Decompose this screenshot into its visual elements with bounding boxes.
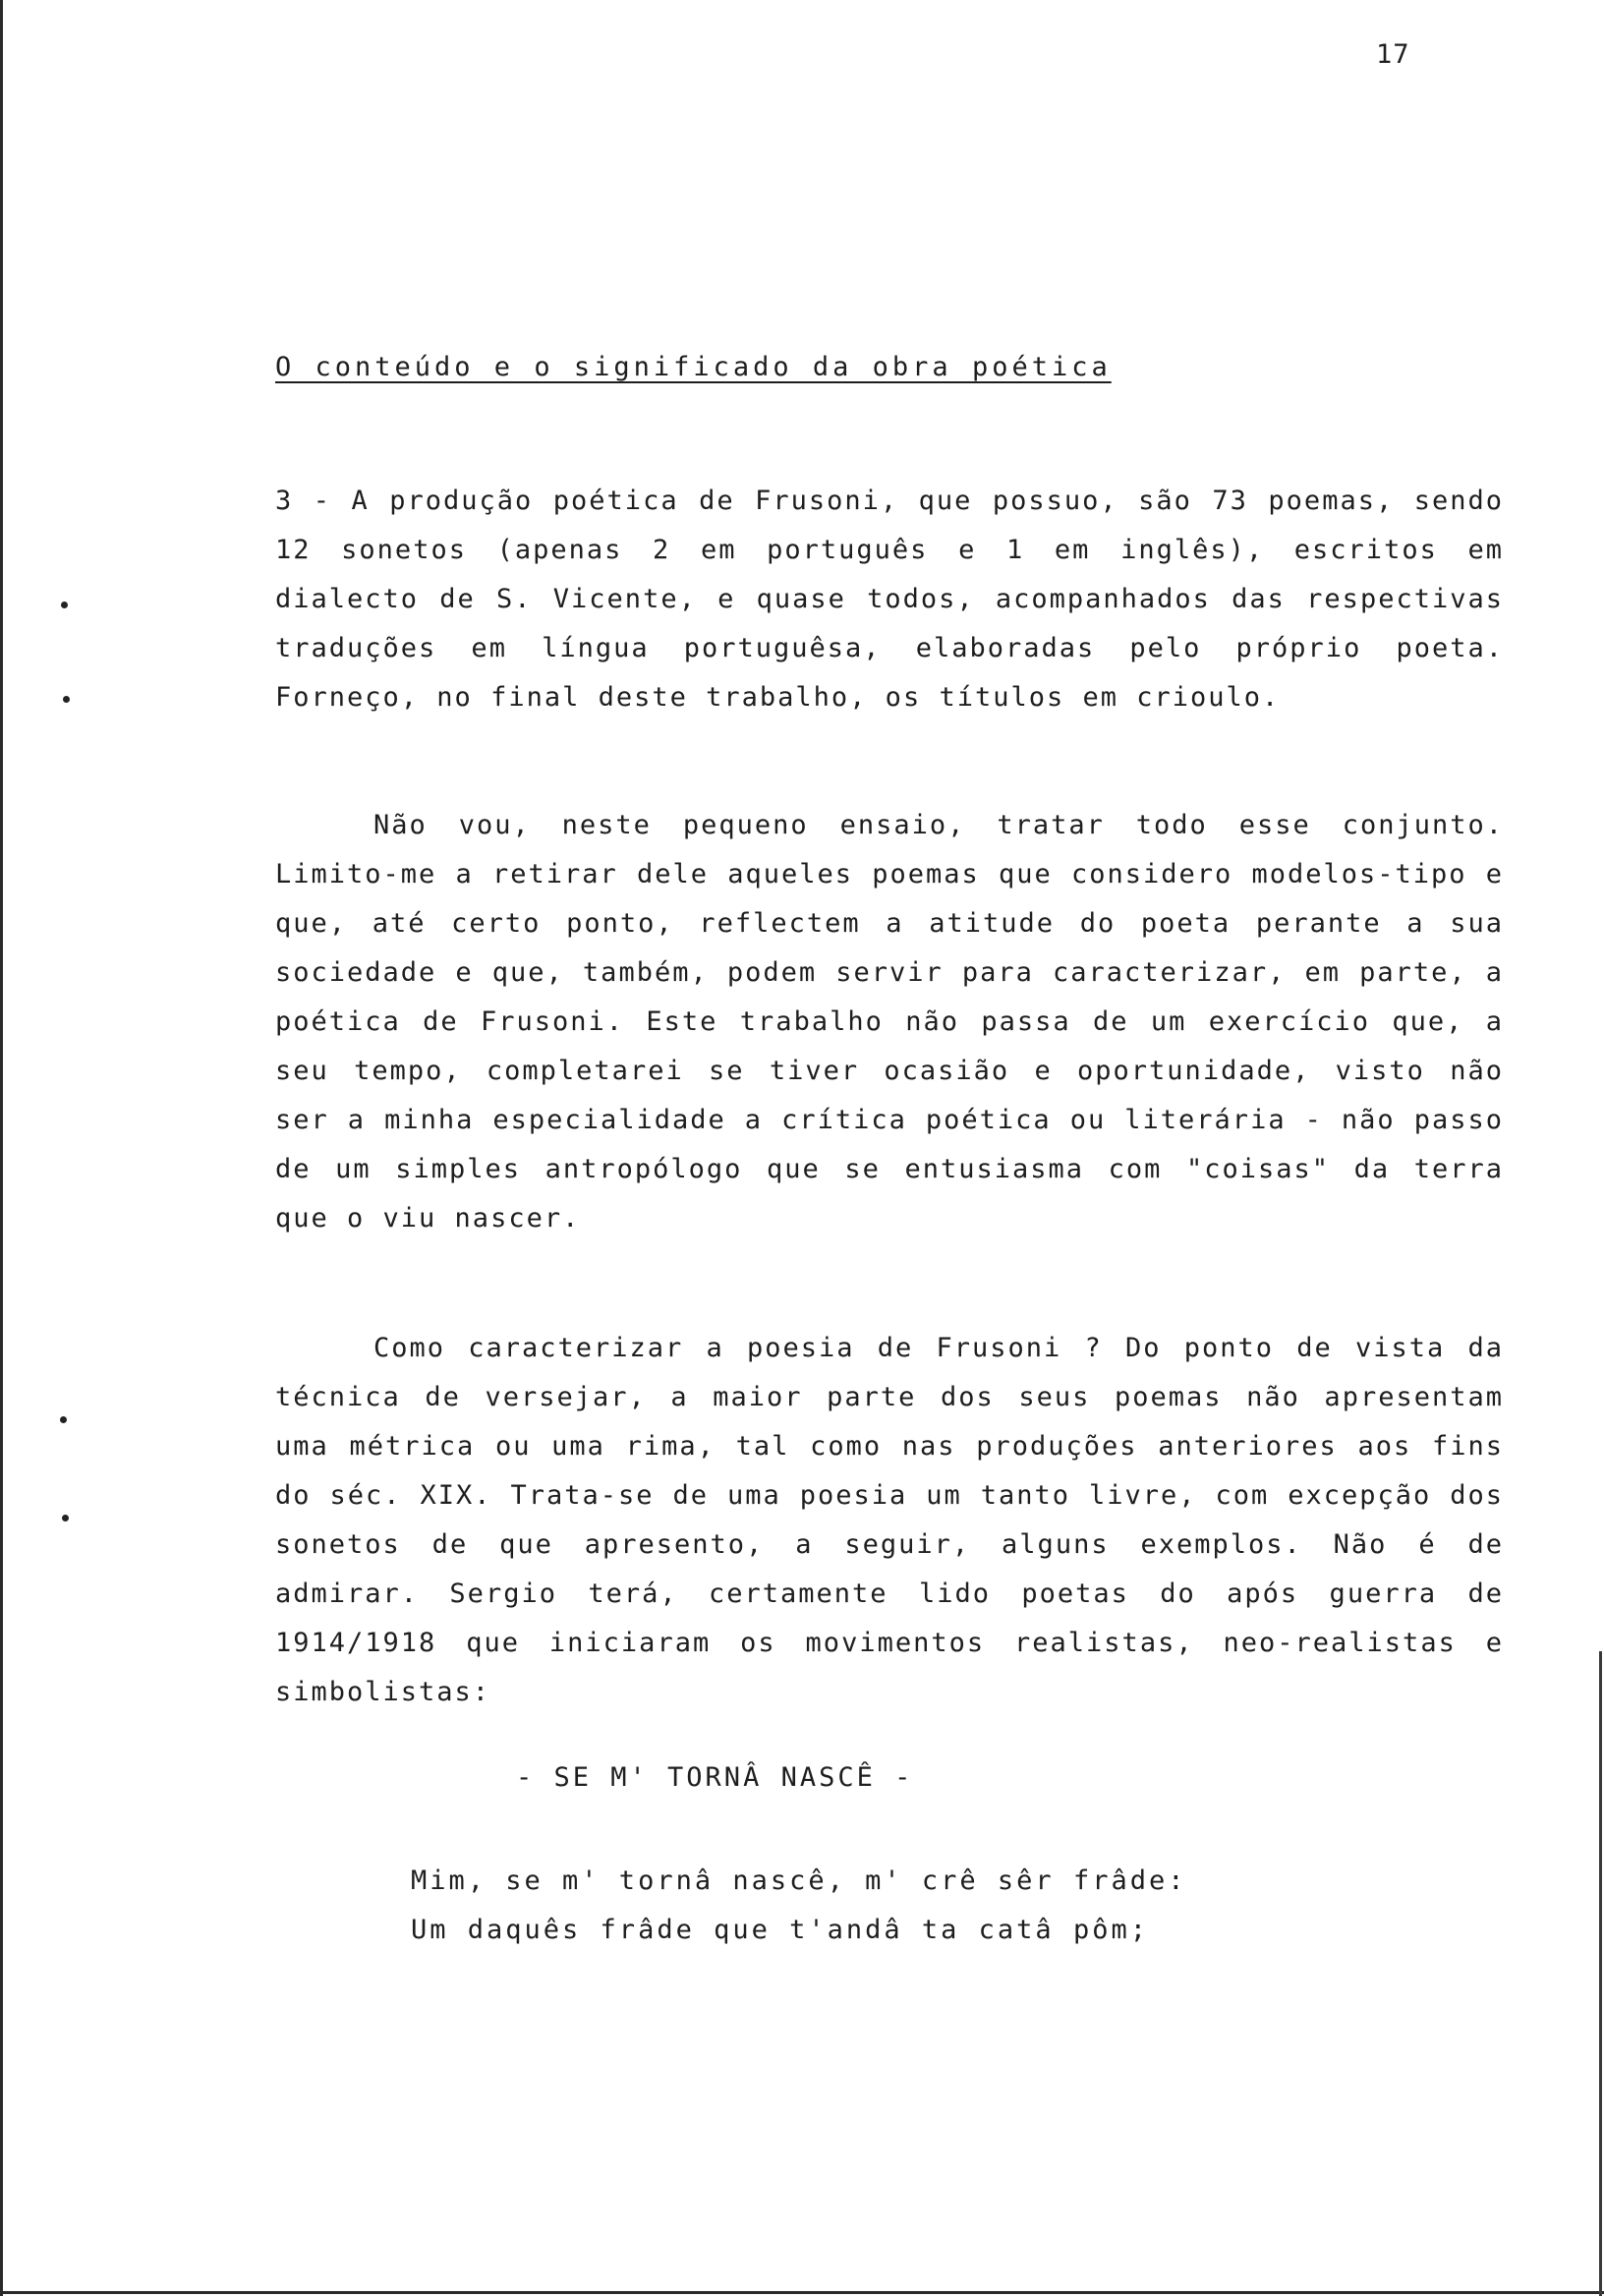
scan-speck	[63, 696, 70, 703]
page-number: 17	[1376, 39, 1410, 70]
scan-left-edge	[0, 0, 3, 2296]
scan-speck	[62, 1515, 69, 1521]
scan-speck	[60, 1416, 67, 1423]
scan-speck	[61, 602, 68, 608]
poem-verse: Mim, se m' tornâ nascê, m' crê sêr frâde:	[411, 1866, 1187, 1896]
poem-verse: Um daquês frâde que t'andâ ta catâ pôm;	[411, 1915, 1149, 1945]
section-heading: O conteúdo e o significado da obra poética	[275, 352, 1112, 382]
scan-right-edge	[1599, 1651, 1602, 2296]
paragraph-2: Não vou, neste pequeno ensaio, tratar todo esse conjunto. Limito-me a retirar dele aqueles poemas que considero modelos-tipo e que, até certo ponto, reflectem a atitude do poeta perante a sua sociedade e que, também, podem servir para caracterizar, em parte, a poética de Frusoni. Este trabalho não passa de um exercício que, a seu tempo, completarei se tiver ocasião e oportunidade, visto não ser a minha especialidade a crítica poética ou literária - não passo de um simples antropólogo que se entusiasma com "coisas" da terra que o viu nascer.	[275, 810, 1504, 1234]
scan-bottom-edge	[0, 2291, 1604, 2294]
paragraph-1: 3 - A produção poética de Frusoni, que possuo, são 73 poemas, sendo 12 sonetos (apenas 2 em português e 1 em inglês), escritos em dialecto de S. Vicente, e quase todos, acompanhados das respectivas traduções em língua portuguêsa, elaboradas pelo próprio poeta. Forneço, no final deste trabalho, os títulos em crioulo.	[275, 486, 1504, 713]
poem-title: - SE M' TORNÂ NASCÊ -	[516, 1762, 914, 1793]
paragraph-3: Como caracterizar a poesia de Frusoni ? Do ponto de vista da técnica de versejar, a maior parte dos seus poemas não apresentam uma métrica ou uma rima, tal como nas produções anteriores aos fins do séc. XIX. Trata-se de uma poesia um tanto livre, com excepção dos sonetos de que apresento, a seguir, alguns exemplos. Não é de admirar. Sergio terá, certamente lido poetas do após guerra de 1914/1918 que iniciaram os movimentos realistas, neo-realistas e simbolistas:	[275, 1333, 1504, 1707]
